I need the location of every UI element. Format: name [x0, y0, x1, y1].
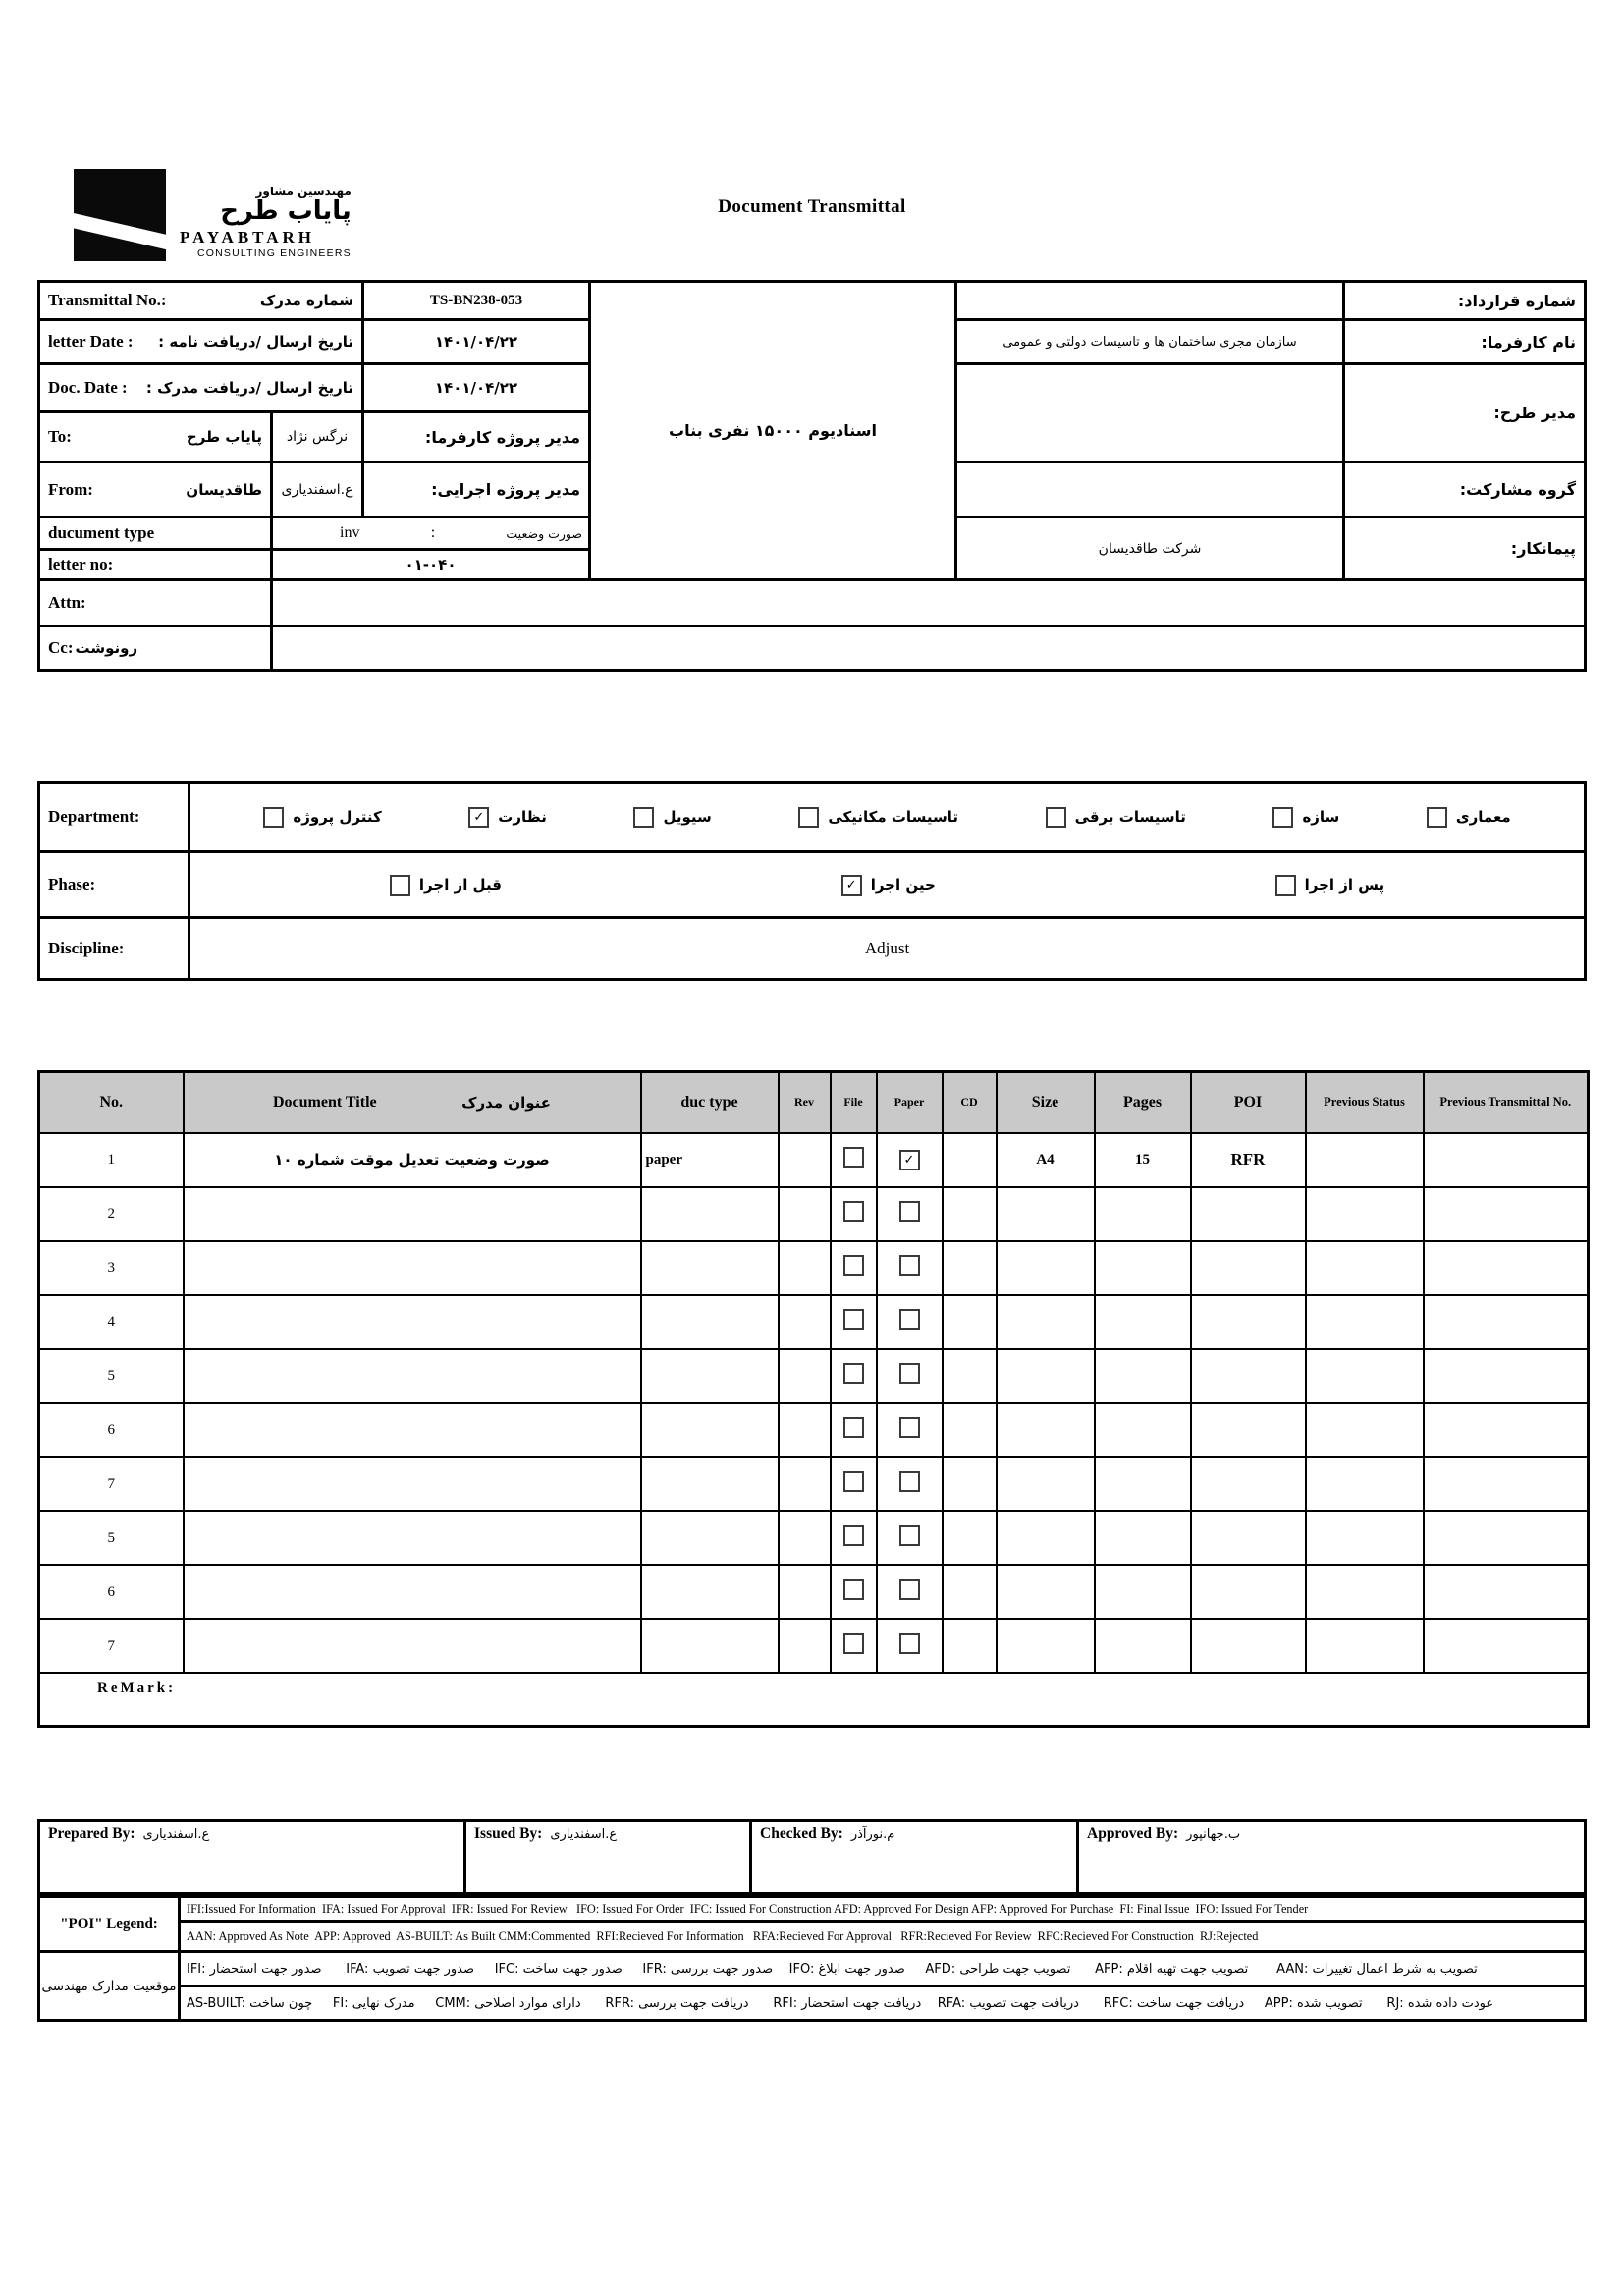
table-row: [39, 1133, 1589, 1187]
checkbox-icon[interactable]: [843, 1525, 864, 1546]
doc-status-label: موقعیت مدارک مهندسی: [40, 1953, 178, 2019]
cell-title: [184, 1241, 641, 1295]
cell-prev-status: [1306, 1241, 1424, 1295]
col-prev-status: Previous Status: [1306, 1072, 1424, 1133]
department-option: [633, 807, 711, 828]
cell-no: 2: [39, 1187, 184, 1241]
phase-option: [390, 875, 502, 896]
cell-cd: [943, 1295, 997, 1349]
col-rev: Rev: [779, 1072, 831, 1133]
checkbox-icon[interactable]: [843, 1147, 864, 1168]
cell-rev: [779, 1241, 831, 1295]
department-option-label: سیویل: [663, 808, 712, 826]
prepared-by-label: Prepared By:: [48, 1825, 135, 1842]
cell-prev-status: [1306, 1457, 1424, 1511]
cell-pages: 15: [1095, 1133, 1191, 1187]
cell-prev-status: [1306, 1187, 1424, 1241]
cell-size: [997, 1457, 1095, 1511]
department-option: [798, 807, 958, 828]
col-poi: POI: [1191, 1072, 1306, 1133]
cell-file: [831, 1457, 877, 1511]
jv-label: گروه مشارکت:: [1345, 463, 1584, 516]
approved-by-label: Approved By:: [1087, 1825, 1179, 1842]
page-title: Document Transmittal: [718, 196, 906, 217]
cell-no: 7: [39, 1457, 184, 1511]
to-field: To: پایاب طرح: [40, 413, 270, 461]
department-option-label: سازه: [1302, 808, 1340, 826]
signatures-row: [37, 1819, 1587, 1895]
checkbox-icon[interactable]: [1272, 807, 1293, 828]
col-duc-type: duc type: [641, 1072, 779, 1133]
cell-prev-transmittal: [1424, 1403, 1589, 1457]
checkbox-icon[interactable]: [899, 1417, 920, 1438]
doc-date-label: Doc. Date : تاریخ ارسال /دریافت مدرک :: [40, 365, 361, 410]
cell-title: [184, 1295, 641, 1349]
letter-date-value: ۱۴۰۱/۰۴/۲۲: [364, 321, 588, 362]
cell-pages: [1095, 1565, 1191, 1619]
contractor-value: شرکت طاقدیسان: [957, 518, 1342, 578]
brand-subtitle: CONSULTING ENGINEERS: [197, 247, 352, 259]
cell-poi: [1191, 1349, 1306, 1403]
cell-no: 7: [39, 1619, 184, 1673]
cell-rev: [779, 1295, 831, 1349]
cell-prev-status: [1306, 1565, 1424, 1619]
cell-prev-status: [1306, 1511, 1424, 1565]
prepared-by-cell: [40, 1822, 463, 1892]
checkbox-icon[interactable]: [1046, 807, 1066, 828]
cell-cd: [943, 1403, 997, 1457]
cell-size: [997, 1241, 1095, 1295]
cell-prev-transmittal: [1424, 1187, 1589, 1241]
col-pages: Pages: [1095, 1072, 1191, 1133]
attn-value: [273, 581, 1584, 625]
cell-paper: [877, 1187, 943, 1241]
cell-pages: [1095, 1349, 1191, 1403]
col-prev-transmittal: Previous Transmittal No.: [1424, 1072, 1589, 1133]
doc-type-label: ducument type: [40, 518, 270, 548]
brand-en: PAYABTARH: [180, 228, 316, 246]
remark-row: [39, 1673, 1589, 1727]
poi-legend-line-2: AAN: Approved As Note APP: Approved AS-BUILT: As Built CMM:Commented RFI:Recieved For Information RFA:Recieved For Approval RFR:Recieved For Review RFC:Recieved For Construction RJ:Rejected: [181, 1923, 1584, 1950]
cell-cd: [943, 1133, 997, 1187]
department-section: [37, 781, 1587, 981]
phase-options: [190, 853, 1584, 916]
cell-paper: [877, 1511, 943, 1565]
cell-size: [997, 1403, 1095, 1457]
cell-pages: [1095, 1511, 1191, 1565]
cell-rev: [779, 1187, 831, 1241]
checkbox-checked-icon[interactable]: ✓: [841, 875, 862, 896]
cell-poi: [1191, 1619, 1306, 1673]
prepared-by-name: ع.اسفندیاری: [142, 1827, 210, 1842]
cell-duc-type: [641, 1403, 779, 1457]
checkbox-icon[interactable]: [899, 1471, 920, 1492]
cell-rev: [779, 1457, 831, 1511]
jv-value: [957, 463, 1342, 516]
cell-file: [831, 1241, 877, 1295]
department-option: [1046, 807, 1186, 828]
cell-prev-status: [1306, 1619, 1424, 1673]
cell-title: [184, 1619, 641, 1673]
cell-prev-status: [1306, 1349, 1424, 1403]
cell-title: [184, 1403, 641, 1457]
cell-file: [831, 1619, 877, 1673]
cell-prev-status: [1306, 1133, 1424, 1187]
phase-label: Phase:: [40, 853, 188, 916]
cell-file: [831, 1403, 877, 1457]
checkbox-icon[interactable]: [899, 1309, 920, 1330]
checkbox-icon[interactable]: [1427, 807, 1447, 828]
cell-file: [831, 1349, 877, 1403]
table-row: [39, 1511, 1589, 1565]
checkbox-icon[interactable]: [843, 1255, 864, 1276]
checkbox-icon[interactable]: [798, 807, 819, 828]
cell-duc-type: [641, 1295, 779, 1349]
contract-no-value: [957, 283, 1342, 318]
department-option: [1427, 807, 1511, 828]
design-manager-value: [957, 365, 1342, 461]
client-pm-label: مدیر پروژه کارفرما:: [364, 413, 588, 461]
cc-value: [273, 627, 1584, 669]
department-label: Department:: [40, 784, 188, 850]
cell-cd: [943, 1457, 997, 1511]
brand-fa: پایاب طرح: [220, 195, 352, 226]
exec-pm-label: مدیر پروژه اجرایی:: [364, 463, 588, 516]
department-option-label: کنترل پروژه: [293, 808, 382, 826]
cell-paper: [877, 1403, 943, 1457]
cell-prev-status: [1306, 1295, 1424, 1349]
from-person: ع.اسفندیاری: [273, 463, 361, 516]
letter-no-label: letter no:: [40, 551, 270, 578]
cell-size: [997, 1295, 1095, 1349]
cell-duc-type: [641, 1187, 779, 1241]
checkbox-checked-icon[interactable]: ✓: [899, 1150, 920, 1170]
phase-option-label: قبل از اجرا: [418, 876, 502, 894]
letter-no-value: ۰۱-۰۴۰: [273, 551, 588, 578]
cell-rev: [779, 1349, 831, 1403]
cell-file: [831, 1187, 877, 1241]
cell-poi: [1191, 1457, 1306, 1511]
letter-date-label: letter Date : تاریخ ارسال /دریافت نامه :: [40, 321, 361, 362]
cell-cd: [943, 1511, 997, 1565]
cell-size: [997, 1349, 1095, 1403]
checkbox-icon[interactable]: [843, 1633, 864, 1654]
table-row: [39, 1187, 1589, 1241]
cell-title: [184, 1511, 641, 1565]
cell-cd: [943, 1349, 997, 1403]
cell-prev-transmittal: [1424, 1241, 1589, 1295]
phase-option-label: پس از اجرا: [1304, 876, 1385, 894]
design-manager-label: مدیر طرح:: [1345, 365, 1584, 461]
cell-duc-type: [641, 1457, 779, 1511]
col-title: Document Title عنوان مدرک: [184, 1072, 641, 1133]
doc-status-line-2: AS-BUILT: چون ساخت FI: مدرک نهایی CMM: دارای موارد اصلاحی RFR: دریافت جهت بررسی RFI: دریافت جهت استحضار RFA: دریافت جهت تصویب RFC: دریافت جهت ساخت APP: تصویب شده RJ: عودت داده شده: [181, 1987, 1584, 2019]
cell-duc-type: [641, 1349, 779, 1403]
discipline-value: Adjust: [190, 919, 1584, 978]
cell-title: [184, 1349, 641, 1403]
cell-prev-transmittal: [1424, 1565, 1589, 1619]
cell-poi: [1191, 1565, 1306, 1619]
cc-label: Cc: رونوشت: [40, 627, 270, 669]
cell-file: [831, 1295, 877, 1349]
cell-pages: [1095, 1187, 1191, 1241]
cell-file: [831, 1133, 877, 1187]
phase-option: [1275, 875, 1384, 896]
cell-prev-status: [1306, 1403, 1424, 1457]
checkbox-icon[interactable]: [843, 1363, 864, 1384]
cell-cd: [943, 1565, 997, 1619]
client-label: نام کارفرما:: [1345, 321, 1584, 362]
doc-status-line-1: IFI: صدور جهت استحضار IFA: صدور جهت تصویب IFC: صدور جهت ساخت IFR: صدور جهت بررسی IFO: صدور جهت ابلاغ AFD: تصویب جهت طراحی AFP: تصویب جهت تهیه اقلام AAN: تصویب به شرط اعمال تغییرات: [181, 1953, 1584, 1985]
cell-file: [831, 1565, 877, 1619]
department-option: [1272, 807, 1339, 828]
col-size: Size: [997, 1072, 1095, 1133]
cell-duc-type: [641, 1511, 779, 1565]
col-cd: CD: [943, 1072, 997, 1133]
checkbox-icon[interactable]: [843, 1417, 864, 1438]
checkbox-icon[interactable]: [263, 807, 284, 828]
checkbox-icon[interactable]: [899, 1633, 920, 1654]
cell-prev-transmittal: [1424, 1295, 1589, 1349]
cell-paper: [877, 1295, 943, 1349]
cell-duc-type: [641, 1565, 779, 1619]
checkbox-icon[interactable]: [633, 807, 654, 828]
cell-cd: [943, 1187, 997, 1241]
cell-size: [997, 1565, 1095, 1619]
col-file: File: [831, 1072, 877, 1133]
attn-label: Attn:: [40, 581, 270, 625]
cell-no: 5: [39, 1349, 184, 1403]
cell-size: [997, 1187, 1095, 1241]
cell-paper: [877, 1349, 943, 1403]
poi-legend-label: "POI" Legend:: [40, 1898, 178, 1950]
checkbox-icon[interactable]: [843, 1579, 864, 1600]
cell-pages: [1095, 1403, 1191, 1457]
transmittal-no-label: Transmittal No.: شماره مدرک: [40, 283, 361, 318]
cell-cd: [943, 1241, 997, 1295]
cell-no: 4: [39, 1295, 184, 1349]
checked-by-label: Checked By:: [760, 1825, 843, 1842]
checkbox-icon[interactable]: [1275, 875, 1296, 896]
checkbox-icon[interactable]: [390, 875, 410, 896]
department-option-label: معماری: [1455, 808, 1511, 826]
cell-title: صورت وضعیت تعدیل موقت شماره ۱۰: [184, 1133, 641, 1187]
checkbox-icon[interactable]: [843, 1471, 864, 1492]
to-person: نرگس نژاد: [273, 413, 361, 461]
table-row: [39, 1295, 1589, 1349]
checkbox-checked-icon[interactable]: ✓: [468, 807, 489, 828]
cell-paper: [877, 1565, 943, 1619]
cell-paper: [877, 1619, 943, 1673]
col-paper: Paper: [877, 1072, 943, 1133]
cell-poi: [1191, 1403, 1306, 1457]
project-name: اسنادیوم ۱۵۰۰۰ نفری بناب: [591, 283, 954, 578]
poi-legend: [37, 1895, 1587, 2022]
issued-by-cell: [466, 1822, 749, 1892]
department-option-label: تاسیسات برقی: [1074, 808, 1186, 826]
table-row: [39, 1457, 1589, 1511]
checkbox-icon[interactable]: [843, 1309, 864, 1330]
approved-by-cell: [1079, 1822, 1584, 1892]
transmittal-no-value: TS-BN238-053: [364, 283, 588, 318]
cell-paper: [877, 1133, 943, 1187]
cell-poi: [1191, 1241, 1306, 1295]
department-option-label: نظارت: [498, 808, 547, 826]
cell-rev: [779, 1565, 831, 1619]
issued-by-label: Issued By:: [474, 1825, 543, 1842]
cell-prev-transmittal: [1424, 1619, 1589, 1673]
cell-rev: [779, 1403, 831, 1457]
checkbox-icon[interactable]: [899, 1255, 920, 1276]
phase-option: [841, 875, 936, 896]
cell-rev: [779, 1511, 831, 1565]
header-table: [37, 280, 1587, 672]
department-option-label: تاسیسات مکانیکی: [828, 808, 958, 826]
table-header-row: [39, 1072, 1589, 1133]
cell-poi: [1191, 1187, 1306, 1241]
cell-size: A4: [997, 1133, 1095, 1187]
document-table: [37, 1070, 1590, 1728]
remark-label: ReMark:: [39, 1673, 1589, 1727]
cell-no: 1: [39, 1133, 184, 1187]
checkbox-icon[interactable]: [843, 1201, 864, 1222]
table-row: [39, 1619, 1589, 1673]
cell-prev-transmittal: [1424, 1133, 1589, 1187]
cell-poi: [1191, 1511, 1306, 1565]
cell-no: 6: [39, 1565, 184, 1619]
table-row: [39, 1241, 1589, 1295]
cell-pages: [1095, 1241, 1191, 1295]
from-field: From: طاقدیسان: [40, 463, 270, 516]
issued-by-name: ع.اسفندیاری: [550, 1827, 618, 1842]
cell-file: [831, 1511, 877, 1565]
cell-prev-transmittal: [1424, 1511, 1589, 1565]
cell-paper: [877, 1241, 943, 1295]
checkbox-icon[interactable]: [899, 1363, 920, 1384]
cell-size: [997, 1511, 1095, 1565]
doc-date-value: ۱۴۰۱/۰۴/۲۲: [364, 365, 588, 410]
cell-no: 6: [39, 1403, 184, 1457]
cell-poi: RFR: [1191, 1133, 1306, 1187]
checkbox-icon[interactable]: [899, 1579, 920, 1600]
cell-rev: [779, 1133, 831, 1187]
cell-pages: [1095, 1295, 1191, 1349]
discipline-label: Discipline:: [40, 919, 188, 978]
department-option: [263, 807, 381, 828]
table-row: [39, 1565, 1589, 1619]
cell-paper: [877, 1457, 943, 1511]
cell-rev: [779, 1619, 831, 1673]
cell-prev-transmittal: [1424, 1457, 1589, 1511]
checked-by-name: م.نورآذر: [850, 1827, 895, 1842]
cell-title: [184, 1565, 641, 1619]
doc-type-value: inv : صورت وضعیت: [273, 518, 588, 548]
checked-by-cell: [752, 1822, 1076, 1892]
cell-cd: [943, 1619, 997, 1673]
table-row: [39, 1403, 1589, 1457]
approved-by-name: ب.جهانپور: [1186, 1827, 1241, 1842]
checkbox-icon[interactable]: [899, 1201, 920, 1222]
cell-no: 3: [39, 1241, 184, 1295]
department-option: [468, 807, 547, 828]
phase-option-label: حین اجرا: [870, 876, 936, 894]
cell-size: [997, 1619, 1095, 1673]
cell-duc-type: [641, 1619, 779, 1673]
cell-poi: [1191, 1295, 1306, 1349]
cell-pages: [1095, 1457, 1191, 1511]
checkbox-icon[interactable]: [899, 1525, 920, 1546]
poi-legend-line-1: IFI:Issued For Information IFA: Issued For Approval IFR: Issued For Review IFO: Issued For Order IFC: Issued For Construction AFD: Approved For Design AFP: Approved For Purchase FI: Final Issue IFO: Issued For Tender: [181, 1898, 1584, 1920]
department-options: [190, 784, 1584, 850]
col-no: No.: [39, 1072, 184, 1133]
contractor-label: پیمانکار:: [1345, 518, 1584, 578]
cell-pages: [1095, 1619, 1191, 1673]
table-row: [39, 1349, 1589, 1403]
cell-title: [184, 1187, 641, 1241]
cell-duc-type: [641, 1241, 779, 1295]
cell-title: [184, 1457, 641, 1511]
cell-prev-transmittal: [1424, 1349, 1589, 1403]
contract-no-label: شماره قرارداد:: [1345, 283, 1584, 318]
brand-fa-small: مهندسین مشاور: [255, 184, 352, 198]
cell-no: 5: [39, 1511, 184, 1565]
client-value: سازمان مجری ساختمان ها و تاسیسات دولتی و عمومی: [957, 321, 1342, 362]
cell-duc-type: paper: [641, 1133, 779, 1187]
